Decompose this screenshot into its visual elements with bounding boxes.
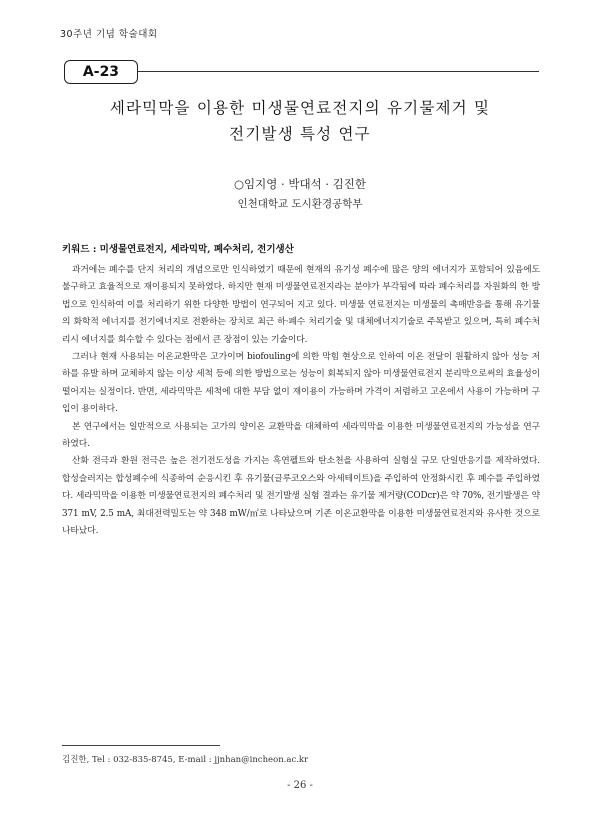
page-number: - 26 - xyxy=(287,780,313,791)
abstract-body xyxy=(62,262,540,541)
paragraph: 그러나 현재 사용되는 이온교환막은 고가이며 biofouling에 의한 막힘 현상으로 인하여 이온 전달이 원활하지 않아 성능 저하를 유발 하며 교체하지 않는 이상 세척 등에 의한 방법으로는 성능이 회복되지 않아 미생물연료전지 분리막으로써의 효율성이 떨어지는 실정이다. 반면, 세라믹막은 세척에 대한 부담 없이 재이용이 가능하며 가격이 저렴하고 고온에서 사용이 가능하며 구입이 용이하다. xyxy=(62,352,540,415)
authors: ○임지영 · 박대석 · 김진한 xyxy=(234,177,366,191)
footnote-divider xyxy=(62,745,220,746)
paper-title-line1: 세라믹막을 이용한 미생물연료전지의 유기물제거 및 xyxy=(109,99,491,117)
code-divider xyxy=(137,71,539,72)
running-header: 30주년 기념 학술대회 xyxy=(60,29,158,40)
paper-title-line2: 전기발생 특성 연구 xyxy=(229,125,371,143)
paragraph: 산화 전극과 환원 전극은 높은 전기전도성을 가지는 흑연펠트와 탄소천을 사용하여 실험실 규모 단일반응기를 제작하였다. 합성슬러지는 합성폐수에 식종하여 순응시킨 후 유기물(글루코오스와 아세테이트)을 주입하여 안정화시킨 후 폐수를 주입하였다. 세라믹막을 이용한 미생물연료전지의 폐수처리 및 전기발생 실험 결과는 유기물 제거량(CODcr)은 약 70%, 전기발생은 약 371 mV, 2.5 mA, 최대전력밀도는 약 348 mW/㎡로 나타났으며 기존 이온교환막을 이용한 미생물연료전지와 유사한 것으로 나타났다. xyxy=(62,456,540,537)
paragraph: 과거에는 폐수를 단지 처리의 개념으로만 인식하였기 때문에 현재의 유기성 폐수에 많은 양의 에너지가 포함되어 있음에도 불구하고 효율적으로 재이용되지 못하였다. 하지만 현재 미생물연료전지라는 분야가 부각됨에 따라 폐수처리를 자원화의 한 방법으로 인식하여 이를 처리하기 위한 다양한 방법이 연구되어 지고 있다. 미생물 연료전지는 미생물의 촉매반응을 통해 유기물의 화학적 에너지를 전기에너지로 전환하는 장치로 최근 하·폐수 처리기술 및 대체에너지기술로 주목받고 있으며, 특히 폐수처리시 에너지를 회수할 수 있다는 점에서 큰 장점이 있는 기술이다. xyxy=(62,265,540,345)
keywords: 키워드 : 미생물연료전지, 세라믹막, 폐수처리, 전기생산 xyxy=(62,244,294,255)
affiliation: 인천대학교 도시환경공학부 xyxy=(237,198,363,210)
footnote-contact: 김진한, Tel : 032-835-8745, E-mail : jjnhan@incheon.ac.kr xyxy=(62,755,309,765)
paragraph: 본 연구에서는 일반적으로 사용되는 고가의 양이온 교환막을 대체하여 세라믹막을 이용한 미생물연료전지의 가능성을 연구하였다. xyxy=(62,421,540,450)
paper-code-badge: A-23 xyxy=(64,60,138,84)
